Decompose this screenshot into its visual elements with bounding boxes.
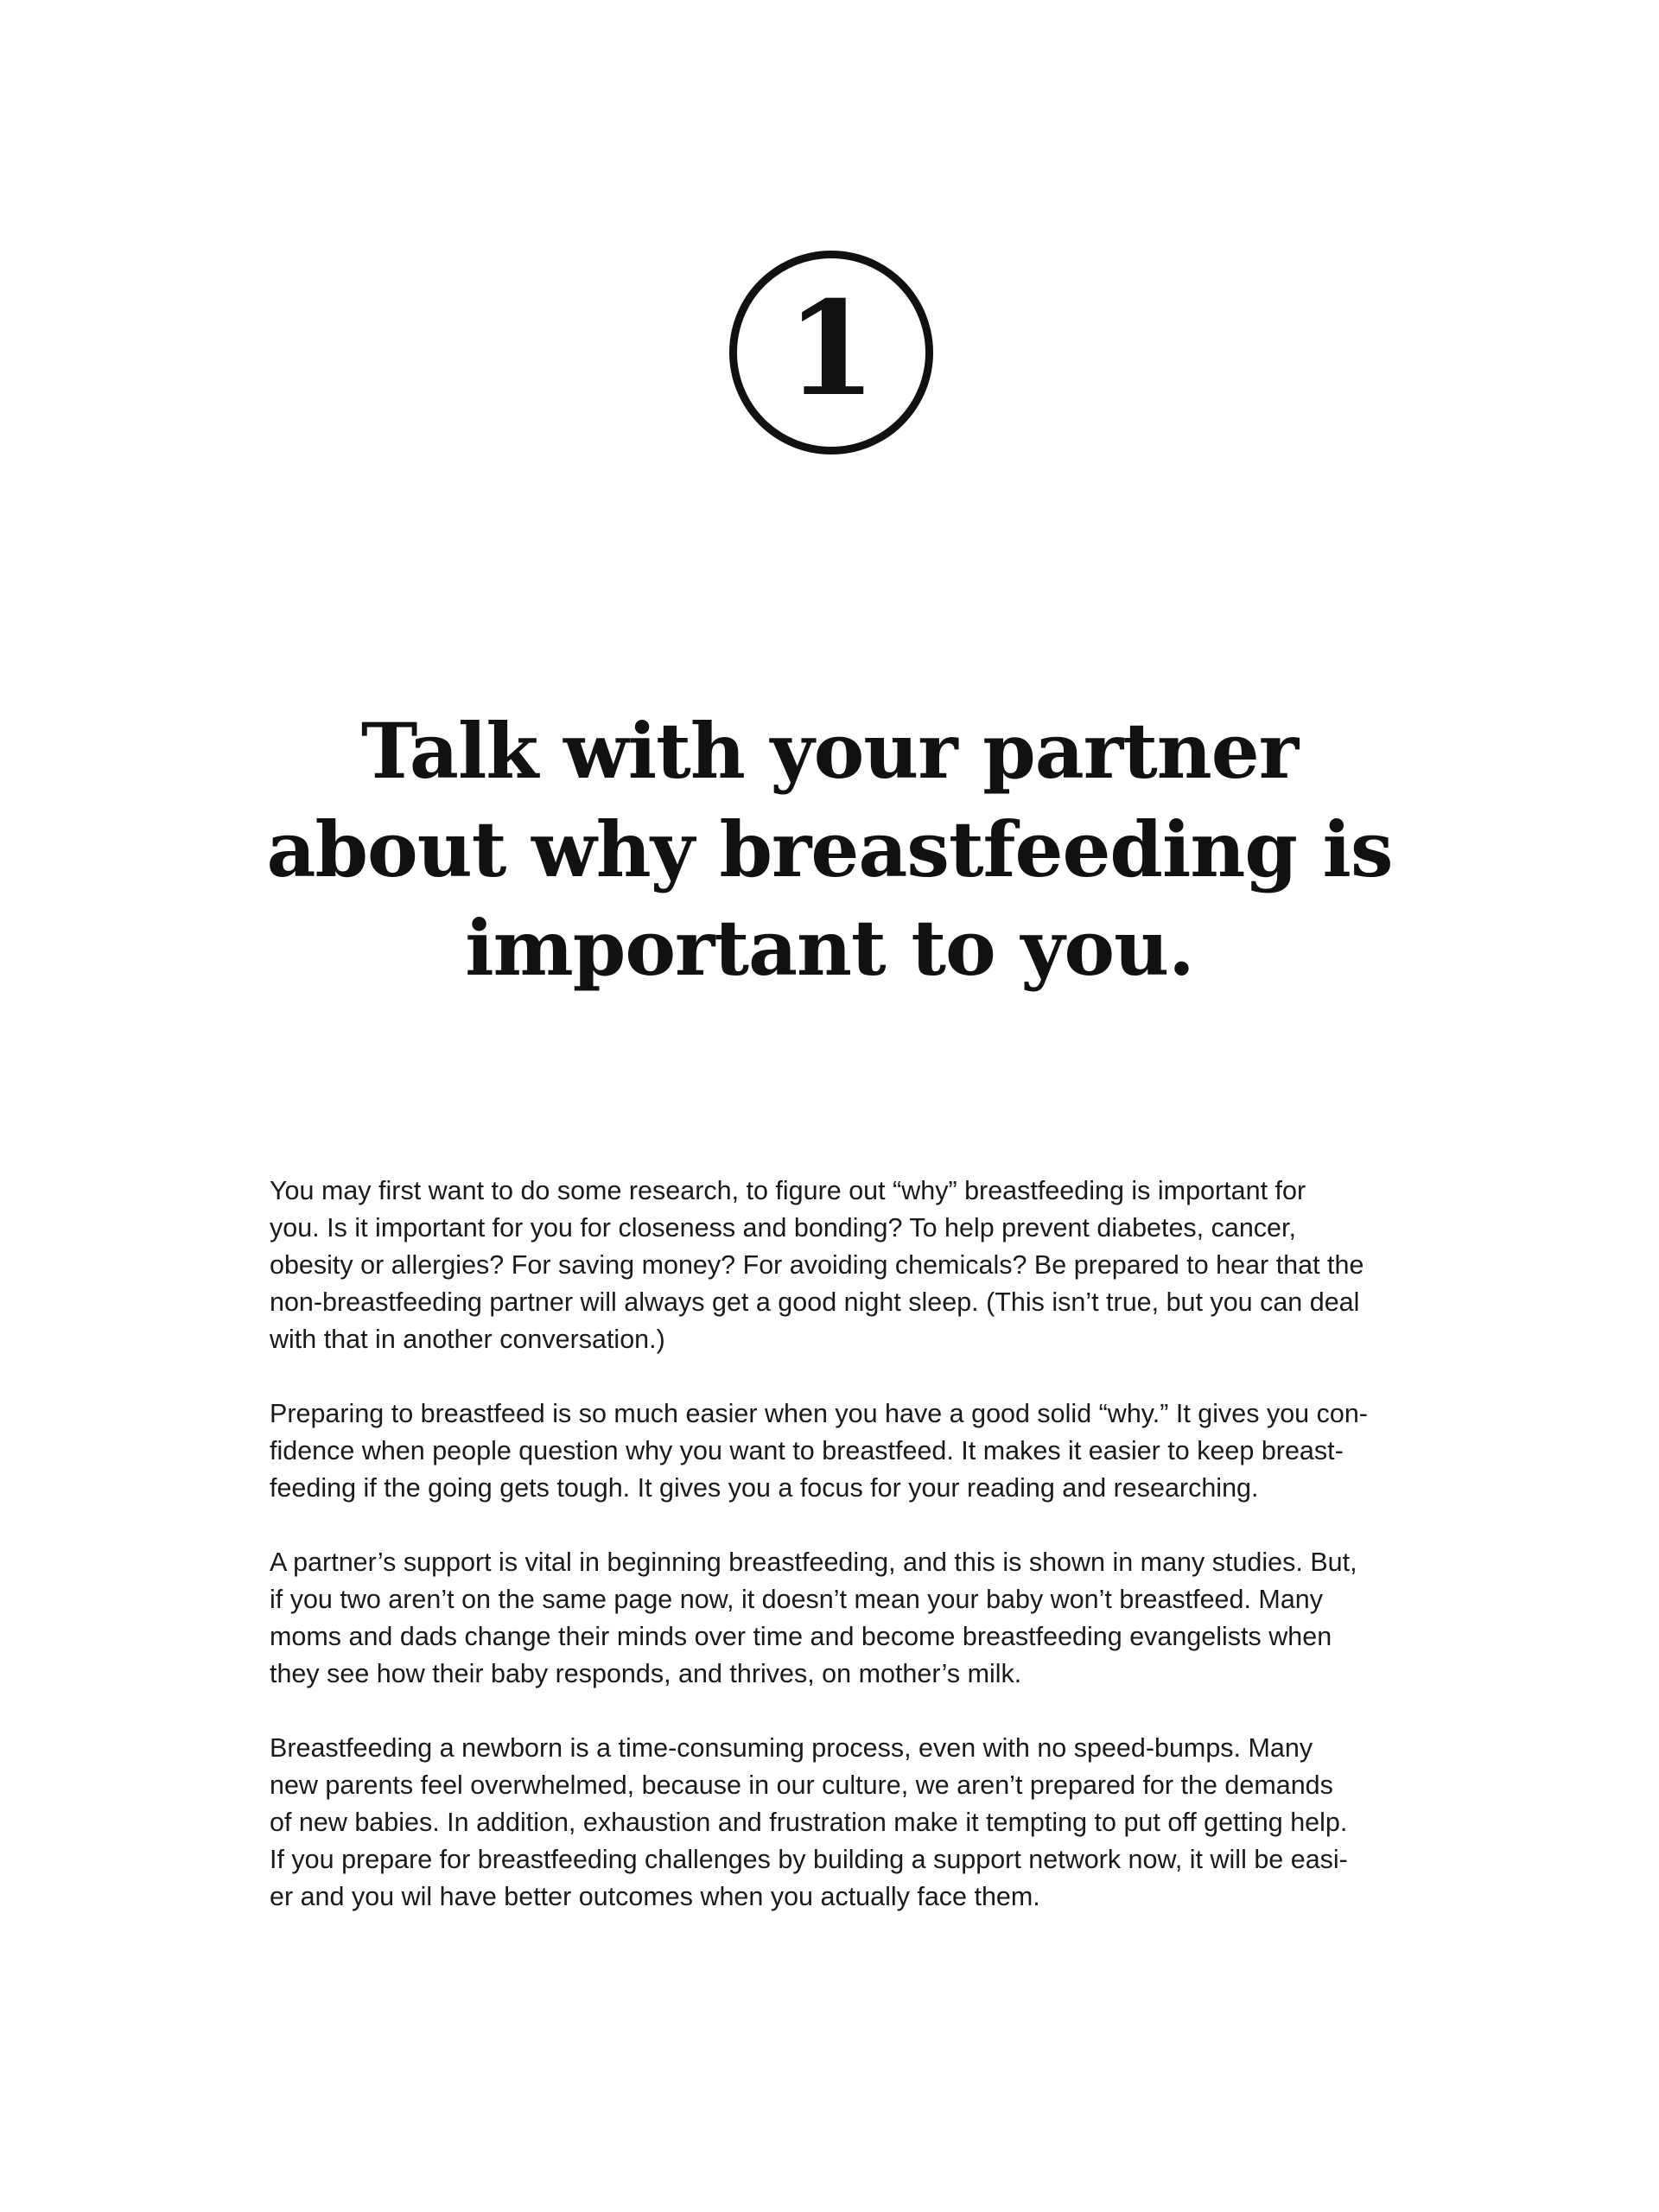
body-text [270, 1173, 1410, 1953]
paragraph-solid-why [270, 1395, 1410, 1507]
page-title-line: Talk with your partner [360, 706, 1299, 796]
paragraph-partner-support [270, 1544, 1410, 1693]
page-title-line: about why breastfeeding is [266, 804, 1393, 894]
step-number: 1 [785, 273, 877, 425]
text-line: with that in another conversation.) [270, 1325, 665, 1354]
text-line: Breastfeeding a newborn is a time-consuming process, even with no speed-bumps. Many [270, 1733, 1313, 1763]
text-line: Preparing to breastfeed is so much easier when you have a good solid “why.” It gives you con- [270, 1399, 1368, 1428]
text-line: er and you wil have better outcomes when you actually face them. [270, 1882, 1040, 1911]
paragraph-support-network [270, 1730, 1410, 1916]
text-line: fidence when people question why you want to breastfeed. It makes it easier to keep breast- [270, 1436, 1344, 1465]
text-line: you. Is it important for you for closeness and bonding? To help prevent diabetes, cancer, [270, 1213, 1296, 1243]
page-title [225, 702, 1434, 997]
text-line: If you prepare for breastfeeding challenges by building a support network now, it will be easi- [270, 1845, 1348, 1874]
text-line: moms and dads change their minds over time and become breastfeeding evangelists when [270, 1622, 1332, 1651]
step-number-badge [729, 251, 933, 454]
text-line: new parents feel overwhelmed, because in our culture, we aren’t prepared for the demands [270, 1770, 1333, 1800]
text-line: non-breastfeeding partner will always get a good night sleep. (This isn’t true, but you can deal [270, 1287, 1360, 1317]
page-title-line: important to you. [465, 903, 1194, 993]
text-line: they see how their baby responds, and thrives, on mother’s milk. [270, 1659, 1022, 1688]
text-line: A partner’s support is vital in beginning breastfeeding, and this is shown in many studies. But, [270, 1548, 1357, 1577]
text-line: of new babies. In addition, exhaustion and frustration make it tempting to put off getting help. [270, 1808, 1348, 1837]
paragraph-research-why [270, 1173, 1410, 1358]
text-line: feeding if the going gets tough. It gives you a focus for your reading and researching. [270, 1473, 1259, 1503]
text-line: obesity or allergies? For saving money? For avoiding chemicals? Be prepared to hear that the [270, 1250, 1364, 1280]
text-line: if you two aren’t on the same page now, it doesn’t mean your baby won’t breastfeed. Many [270, 1585, 1324, 1614]
text-line: You may first want to do some research, to figure out “why” breastfeeding is important for [270, 1176, 1306, 1205]
